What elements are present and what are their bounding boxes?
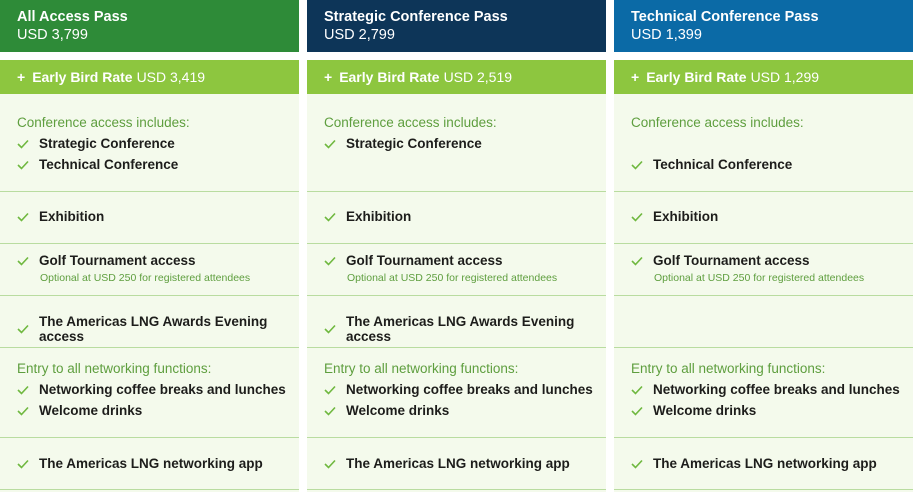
networking-intro: Entry to all networking functions: (324, 361, 519, 376)
awards-section (307, 296, 606, 348)
app-section (614, 438, 913, 490)
feature-label: Exhibition (39, 209, 105, 224)
pass-price: USD 2,799 (324, 27, 395, 43)
plus-icon: + (17, 69, 26, 85)
golf-section (0, 244, 299, 296)
feature-item (17, 157, 178, 172)
feature-item (17, 209, 104, 224)
golf-section (614, 244, 913, 296)
feature-label: The Americas LNG networking app (653, 456, 877, 471)
check-icon (17, 324, 29, 334)
feature-item (324, 403, 449, 418)
feature-item (631, 253, 810, 268)
check-icon (17, 160, 29, 170)
feature-label: The Americas LNG networking app (346, 456, 570, 471)
check-icon (631, 385, 643, 395)
check-icon (324, 139, 336, 149)
check-icon (631, 212, 643, 222)
check-icon (17, 385, 29, 395)
pass-header[interactable] (307, 0, 606, 52)
check-icon (324, 385, 336, 395)
feature-label: Technical Conference (39, 157, 179, 172)
networking-section (0, 348, 299, 438)
check-icon (631, 406, 643, 416)
feature-item (324, 456, 570, 471)
early-bird-price: USD 3,419 (136, 69, 206, 85)
exhibition-section (0, 192, 299, 244)
early-bird-rate-banner[interactable] (614, 60, 913, 94)
pass-price: USD 3,799 (17, 27, 88, 43)
feature-label: Welcome drinks (346, 403, 450, 418)
pass-price: USD 1,399 (631, 27, 702, 43)
feature-label: Golf Tournament access (346, 253, 503, 268)
feature-label: Welcome drinks (653, 403, 757, 418)
feature-label: Technical Conference (653, 157, 793, 172)
check-icon (631, 256, 643, 266)
app-section (307, 438, 606, 490)
feature-label: Networking coffee breaks and lunches (39, 382, 286, 397)
conference-access-intro: Conference access includes: (631, 115, 804, 130)
exhibition-section (614, 192, 913, 244)
pass-name: All Access Pass (17, 9, 128, 25)
early-bird-price: USD 1,299 (750, 69, 820, 85)
networking-intro: Entry to all networking functions: (631, 361, 826, 376)
pass-card-all-access (0, 0, 299, 492)
networking-intro: Entry to all networking functions: (17, 361, 212, 376)
feature-label: Networking coffee breaks and lunches (346, 382, 593, 397)
feature-item (324, 209, 411, 224)
feature-item (324, 253, 503, 268)
golf-note: Optional at USD 250 for registered attendees (347, 272, 558, 284)
pass-card-strategic (307, 0, 606, 492)
feature-item (17, 314, 299, 344)
early-bird-label: Early Bird Rate (646, 69, 747, 85)
feature-item (324, 136, 482, 151)
awards-section-empty (614, 296, 913, 348)
feature-item (631, 157, 792, 172)
check-icon (17, 212, 29, 222)
check-icon (324, 459, 336, 469)
pass-name: Strategic Conference Pass (324, 9, 508, 25)
exhibition-section (307, 192, 606, 244)
check-icon (324, 256, 336, 266)
early-bird-price: USD 2,519 (443, 69, 513, 85)
feature-label: Welcome drinks (39, 403, 143, 418)
conference-access-section (614, 94, 913, 192)
feature-item (17, 136, 175, 151)
feature-label: Golf Tournament access (653, 253, 810, 268)
feature-item (324, 382, 593, 397)
feature-label: The Americas LNG networking app (39, 456, 263, 471)
feature-label: Strategic Conference (346, 136, 482, 151)
feature-item (17, 253, 196, 268)
feature-item (17, 403, 142, 418)
early-bird-label: Early Bird Rate (32, 69, 133, 85)
spacer (614, 52, 913, 60)
spacer (0, 52, 299, 60)
feature-item (631, 209, 718, 224)
feature-label: Strategic Conference (39, 136, 175, 151)
feature-label: The Americas LNG Awards Evening access (39, 314, 268, 344)
networking-section (307, 348, 606, 438)
golf-note: Optional at USD 250 for registered attendees (40, 272, 251, 284)
early-bird-label: Early Bird Rate (339, 69, 440, 85)
feature-label: Networking coffee breaks and lunches (653, 382, 900, 397)
spacer (307, 52, 606, 60)
feature-item (631, 403, 756, 418)
check-icon (631, 160, 643, 170)
check-icon (324, 324, 336, 334)
networking-section (614, 348, 913, 438)
early-bird-rate-banner[interactable] (307, 60, 606, 94)
golf-section (307, 244, 606, 296)
check-icon (631, 459, 643, 469)
feature-label: Golf Tournament access (39, 253, 196, 268)
conference-access-section (0, 94, 299, 192)
check-icon (324, 212, 336, 222)
pass-header[interactable] (0, 0, 299, 52)
feature-label: Exhibition (346, 209, 412, 224)
early-bird-rate-banner[interactable] (0, 60, 299, 94)
check-icon (17, 406, 29, 416)
feature-label: Exhibition (653, 209, 719, 224)
check-icon (17, 256, 29, 266)
conference-access-section (307, 94, 606, 192)
feature-label: The Americas LNG Awards Evening access (346, 314, 575, 344)
feature-item (17, 382, 286, 397)
pass-card-technical (614, 0, 913, 492)
pass-header[interactable] (614, 0, 913, 52)
conference-access-intro: Conference access includes: (17, 115, 190, 130)
check-icon (17, 139, 29, 149)
pass-name: Technical Conference Pass (631, 9, 819, 25)
feature-item (631, 382, 900, 397)
feature-item (631, 456, 877, 471)
plus-icon: + (324, 69, 333, 85)
feature-item (324, 314, 606, 344)
golf-note: Optional at USD 250 for registered attendees (654, 272, 865, 284)
check-icon (324, 406, 336, 416)
feature-item (17, 456, 263, 471)
conference-access-intro: Conference access includes: (324, 115, 497, 130)
app-section (0, 438, 299, 490)
plus-icon: + (631, 69, 640, 85)
awards-section (0, 296, 299, 348)
check-icon (17, 459, 29, 469)
